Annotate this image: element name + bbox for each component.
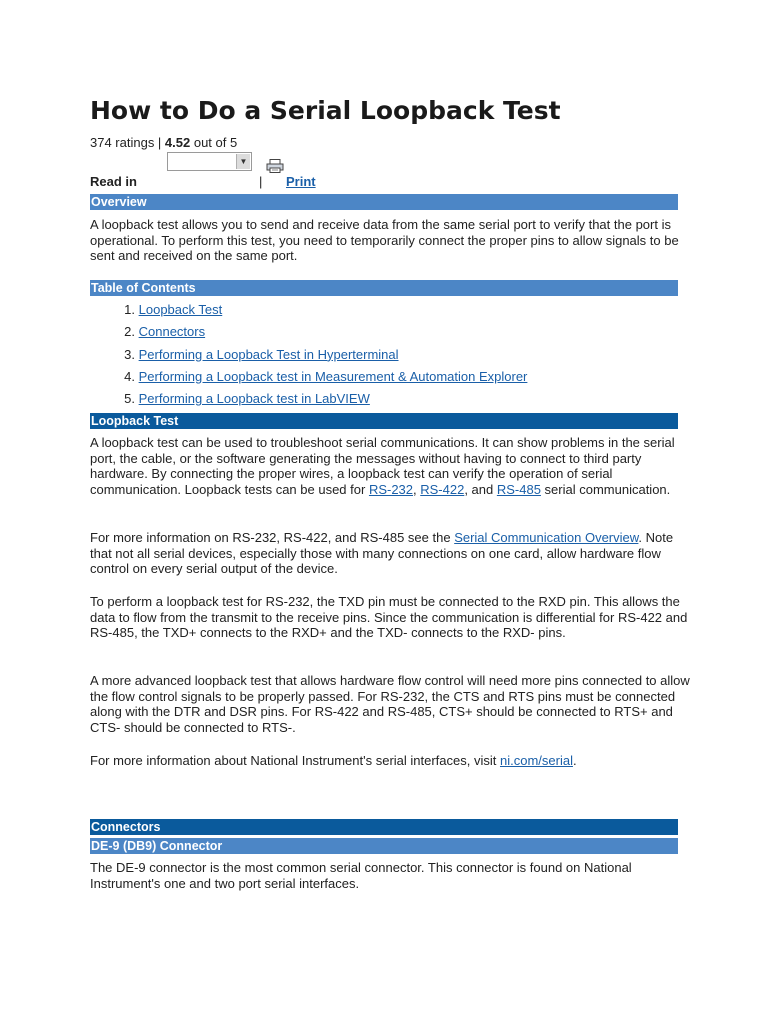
toc-item xyxy=(90,321,678,343)
toc-link-hyperterminal[interactable]: Performing a Loopback Test in Hyperterminal xyxy=(138,346,399,362)
paragraph-text: serial communication. xyxy=(540,481,671,497)
toc-number: 3. xyxy=(124,346,135,362)
paragraph-text: For more information on RS-232, RS-422, and RS-485 see the xyxy=(90,530,455,545)
paragraph-text: , and xyxy=(464,481,497,497)
loopback-paragraph-3: To perform a loopback test for RS-232, the TXD pin must be connected to the RXD pin. This allows the data to flow from the transmit to the receive pins. Since the communication is differential for RS-422 and RS-485, the TXD+ connects to the RXD+ and the TXD- connects to the RXD- pins. xyxy=(90,594,688,641)
paragraph-text: . Note that not all serial devices, especially those with many connections on one card, allow hardware flow control on every serial output of the device. xyxy=(90,530,674,577)
read-in-label: Read in xyxy=(90,174,137,189)
toc-number: 1. xyxy=(124,302,135,317)
toc-item xyxy=(90,344,678,366)
toc-link-loopback-test[interactable]: Loopback Test xyxy=(138,302,223,317)
rs-232-link[interactable]: RS-232 xyxy=(368,481,414,497)
toc-link-connectors[interactable]: Connectors xyxy=(138,324,206,340)
paragraph-text: A loopback test can be used to troubleshoot serial communications. It can show problems in the serial port, the cable, or the software generating the messages without having to connect to third party hardware. By connecting the proper wires, a loopback test can verify the operation of serial communication. Loopback tests can be used for xyxy=(90,435,675,497)
serial-communication-overview-link[interactable]: Serial Communication Overview xyxy=(454,530,639,545)
loopback-paragraph-5 xyxy=(90,753,690,769)
rating-value: 4.52 xyxy=(164,135,191,150)
rs-422-link[interactable]: RS-422 xyxy=(420,481,465,497)
language-select[interactable] xyxy=(167,152,252,171)
loopback-paragraph-1 xyxy=(90,435,690,497)
overview-text: A loopback test allows you to send and receive data from the same serial port to verify that the port is operational. To perform this test, you need to temporarily connect the proper pins to allow signals to be sent and received on the same port. xyxy=(90,217,679,264)
separator: | xyxy=(259,174,263,189)
chevron-down-icon[interactable]: ▼ xyxy=(236,154,250,169)
rs-485-link[interactable]: RS-485 xyxy=(496,481,541,497)
toc-number: 4. xyxy=(124,368,135,384)
print-link[interactable]: Print xyxy=(286,174,316,189)
toc-link-max[interactable]: Performing a Loopback test in Measurement & Automation Explorer xyxy=(138,368,528,384)
toc-item xyxy=(90,366,678,388)
loopback-paragraph-2 xyxy=(90,530,690,577)
rating-summary xyxy=(90,135,237,150)
connectors-text: The DE-9 connector is the most common serial connector. This connector is found on National Instrument's one and two port serial interfaces. xyxy=(90,860,632,891)
table-of-contents xyxy=(90,299,678,410)
loopback-paragraph-4: A more advanced loopback test that allows hardware flow control will need more pins connected to allow the flow control signals to be properly passed. For RS-232, the CTS and RTS pins must be connected along with the DTR and DSR pins. For RS-422 and RS-485, CTS+ should be connected to RTS+ and CTS- should be connected to RTS-. xyxy=(90,673,690,735)
paragraph-text: For more information about National Instrument's serial interfaces, visit xyxy=(90,753,500,768)
section-header-loopback-test: Loopback Test xyxy=(90,413,678,429)
printer-icon[interactable] xyxy=(266,159,284,173)
ni-serial-link[interactable]: ni.com/serial xyxy=(499,753,573,768)
paragraph-text: . xyxy=(572,753,577,768)
toc-number: 5. xyxy=(124,391,135,407)
subsection-header-de9: DE-9 (DB9) Connector xyxy=(90,838,678,854)
page-title: How to Do a Serial Loopback Test xyxy=(90,96,561,125)
toc-number: 2. xyxy=(124,324,135,340)
toc-link-labview[interactable]: Performing a Loopback test in LabVIEW xyxy=(138,391,370,407)
paragraph-text: , xyxy=(413,481,421,497)
section-header-connectors: Connectors xyxy=(90,819,678,835)
rating-suffix: out of 5 xyxy=(190,135,238,150)
toc-item xyxy=(90,299,678,321)
section-header-toc: Table of Contents xyxy=(90,280,678,296)
ratings-count: 374 ratings | xyxy=(90,135,165,150)
toc-item xyxy=(90,388,678,410)
section-header-overview: Overview xyxy=(90,194,678,210)
